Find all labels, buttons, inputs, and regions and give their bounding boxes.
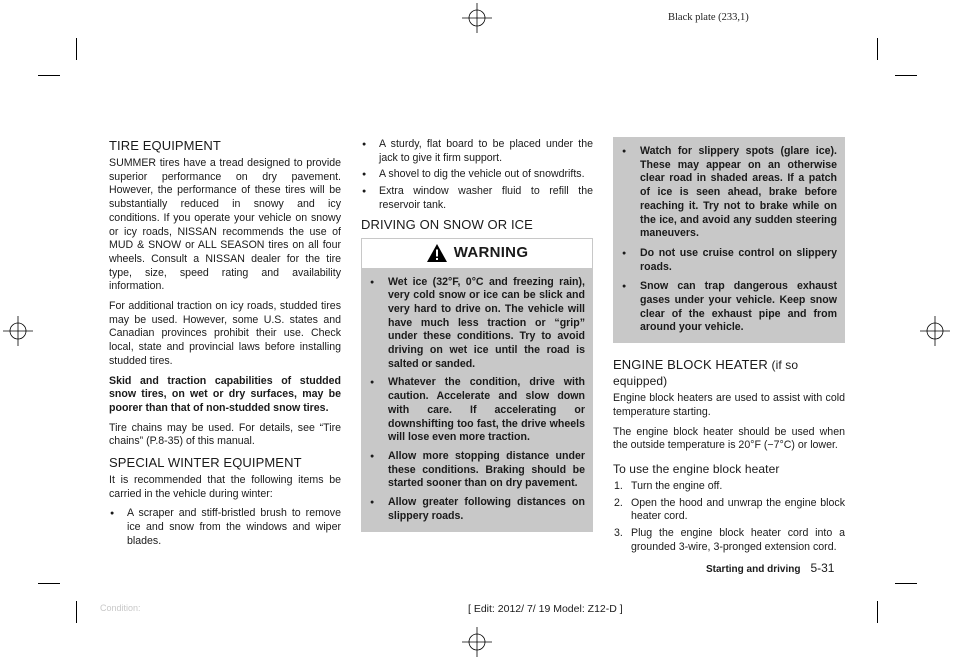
paragraph: Tire chains may be used. For details, see “Tire chains” (P.8-35) of this manual. <box>109 421 341 448</box>
crop-mark <box>877 38 878 60</box>
warning-list <box>361 268 593 524</box>
crop-mark <box>38 75 60 76</box>
heading-suffix: (if so equipped) <box>613 358 799 389</box>
paragraph: Engine block heaters are used to assist with cold temperature starting. <box>613 392 845 418</box>
list-item: ● A sturdy, flat board to be placed under the jack to give it firm support. <box>361 138 593 165</box>
special-winter-heading: SPECIAL WINTER EQUIPMENT <box>109 455 302 471</box>
driving-snow-ice-heading: DRIVING ON SNOW OR ICE <box>361 216 533 232</box>
warning-box <box>361 238 593 533</box>
paragraph: It is recommended that the following items be carried in the vehicle during winter: <box>109 474 341 500</box>
column-2 <box>361 138 593 532</box>
step-text: Plug the engine block heater cord into a grounded 3-wire, 3-pronged extension cord. <box>631 527 845 553</box>
page-number: 5-31 <box>810 561 835 575</box>
steps-list <box>613 480 845 555</box>
crop-mark <box>76 38 77 60</box>
warning-item: ● Wet ice (32°F, 0°C and freezing rain), very cold snow or ice can be slick and very hard to drive on. The vehicle will have much less traction or “grip” under these conditions. Try to avoid driving on wet ice until the road is salted or sanded. <box>369 276 585 372</box>
bold-paragraph: Skid and traction capabilities of studded snow tires, on wet or dry surfaces, may be poorer than that of non-studded snow tires. <box>109 374 341 414</box>
warning-item: ● Whatever the condition, drive with caution. Accelerate and slow down with care. If accelerating or downshifting too fast, the drive wheels will lose even more traction. <box>369 376 585 445</box>
crop-mark <box>895 75 917 76</box>
edit-info: [ Edit: 2012/ 7/ 19 Model: Z12-D ] <box>468 603 623 615</box>
warning-item: ● Allow more stopping distance under these conditions. Braking should be started sooner than on dry pavement. <box>369 450 585 491</box>
warning-triangle-icon <box>426 243 448 263</box>
warning-item: ● Snow can trap dangerous exhaust gases under your vehicle. Keep snow clear of the exhaust pipe and from around your vehicle. <box>621 280 837 335</box>
warning-item: ● Do not use cruise control on slippery roads. <box>621 247 837 274</box>
registration-mark-icon <box>462 3 492 33</box>
list-item: ● A shovel to dig the vehicle out of snowdrifts. <box>361 168 593 182</box>
paragraph: SUMMER tires have a tread designed to provide superior performance on dry pavement. However, the performance of these tires will be substantially reduced in snowy and icy conditions. If you operate your vehicle on snowy or icy roads, NISSAN recommends the use of MUD & SNOW or ALL SEASON tires on all four wheels. Consult a NISSAN dealer for the tire type, size, speed rating and availability information. <box>109 157 341 293</box>
winter-item-list <box>109 507 341 548</box>
registration-mark-icon <box>920 316 950 346</box>
column-3 <box>613 138 845 557</box>
warning-list <box>621 145 837 335</box>
warning-item: ● Watch for slippery spots (glare ice). These may appear on an otherwise clear road in shaded areas. If a patch of ice is seen ahead, brake before reaching it. Try not to brake while on the ice, and avoid any sudden steering maneuvers. <box>621 145 837 241</box>
list-item: ● A scraper and stiff-bristled brush to remove ice and snow from the windows and wiper blades. <box>109 507 341 548</box>
column-1 <box>109 138 341 553</box>
crop-mark <box>76 601 77 623</box>
list-item: ● Extra window washer fluid to refill the reservoir tank. <box>361 185 593 212</box>
registration-mark-icon <box>462 627 492 657</box>
crop-mark <box>38 583 60 584</box>
warning-header <box>362 238 592 268</box>
warning-item: ● Allow greater following distances on slippery roads. <box>369 496 585 523</box>
page-footer <box>706 561 834 575</box>
use-heater-subheading: To use the engine block heater <box>613 461 780 476</box>
condition-label: Condition: <box>100 603 141 613</box>
crop-mark <box>877 601 878 623</box>
crop-mark <box>895 583 917 584</box>
step-number: 3. <box>614 527 623 540</box>
step-number: 2. <box>614 496 623 509</box>
step-item <box>613 480 845 494</box>
engine-block-heater-heading <box>613 357 845 389</box>
paragraph: For additional traction on icy roads, studded tires may be used. However, some U.S. states and Canadian provinces prohibit their use. Check local, state and provincial laws before installing studded tires. <box>109 300 341 367</box>
step-text: Turn the engine off. <box>631 479 723 492</box>
step-text: Open the hood and unwrap the engine block heater cord. <box>631 496 845 523</box>
step-item <box>613 497 845 524</box>
section-name: Starting and driving <box>706 564 801 575</box>
paragraph: The engine block heater should be used when the outside temperature is 20°F (−7°C) or lower. <box>613 425 845 452</box>
heading-main: ENGINE BLOCK HEATER <box>613 357 768 373</box>
registration-mark-icon <box>3 316 33 346</box>
step-item <box>613 527 845 554</box>
winter-item-list <box>361 138 593 213</box>
warning-box-continued <box>613 137 845 343</box>
tire-equipment-heading: TIRE EQUIPMENT <box>109 138 221 153</box>
plate-label: Black plate (233,1) <box>668 12 749 23</box>
step-number: 1. <box>614 479 623 492</box>
warning-title: WARNING <box>453 244 529 262</box>
